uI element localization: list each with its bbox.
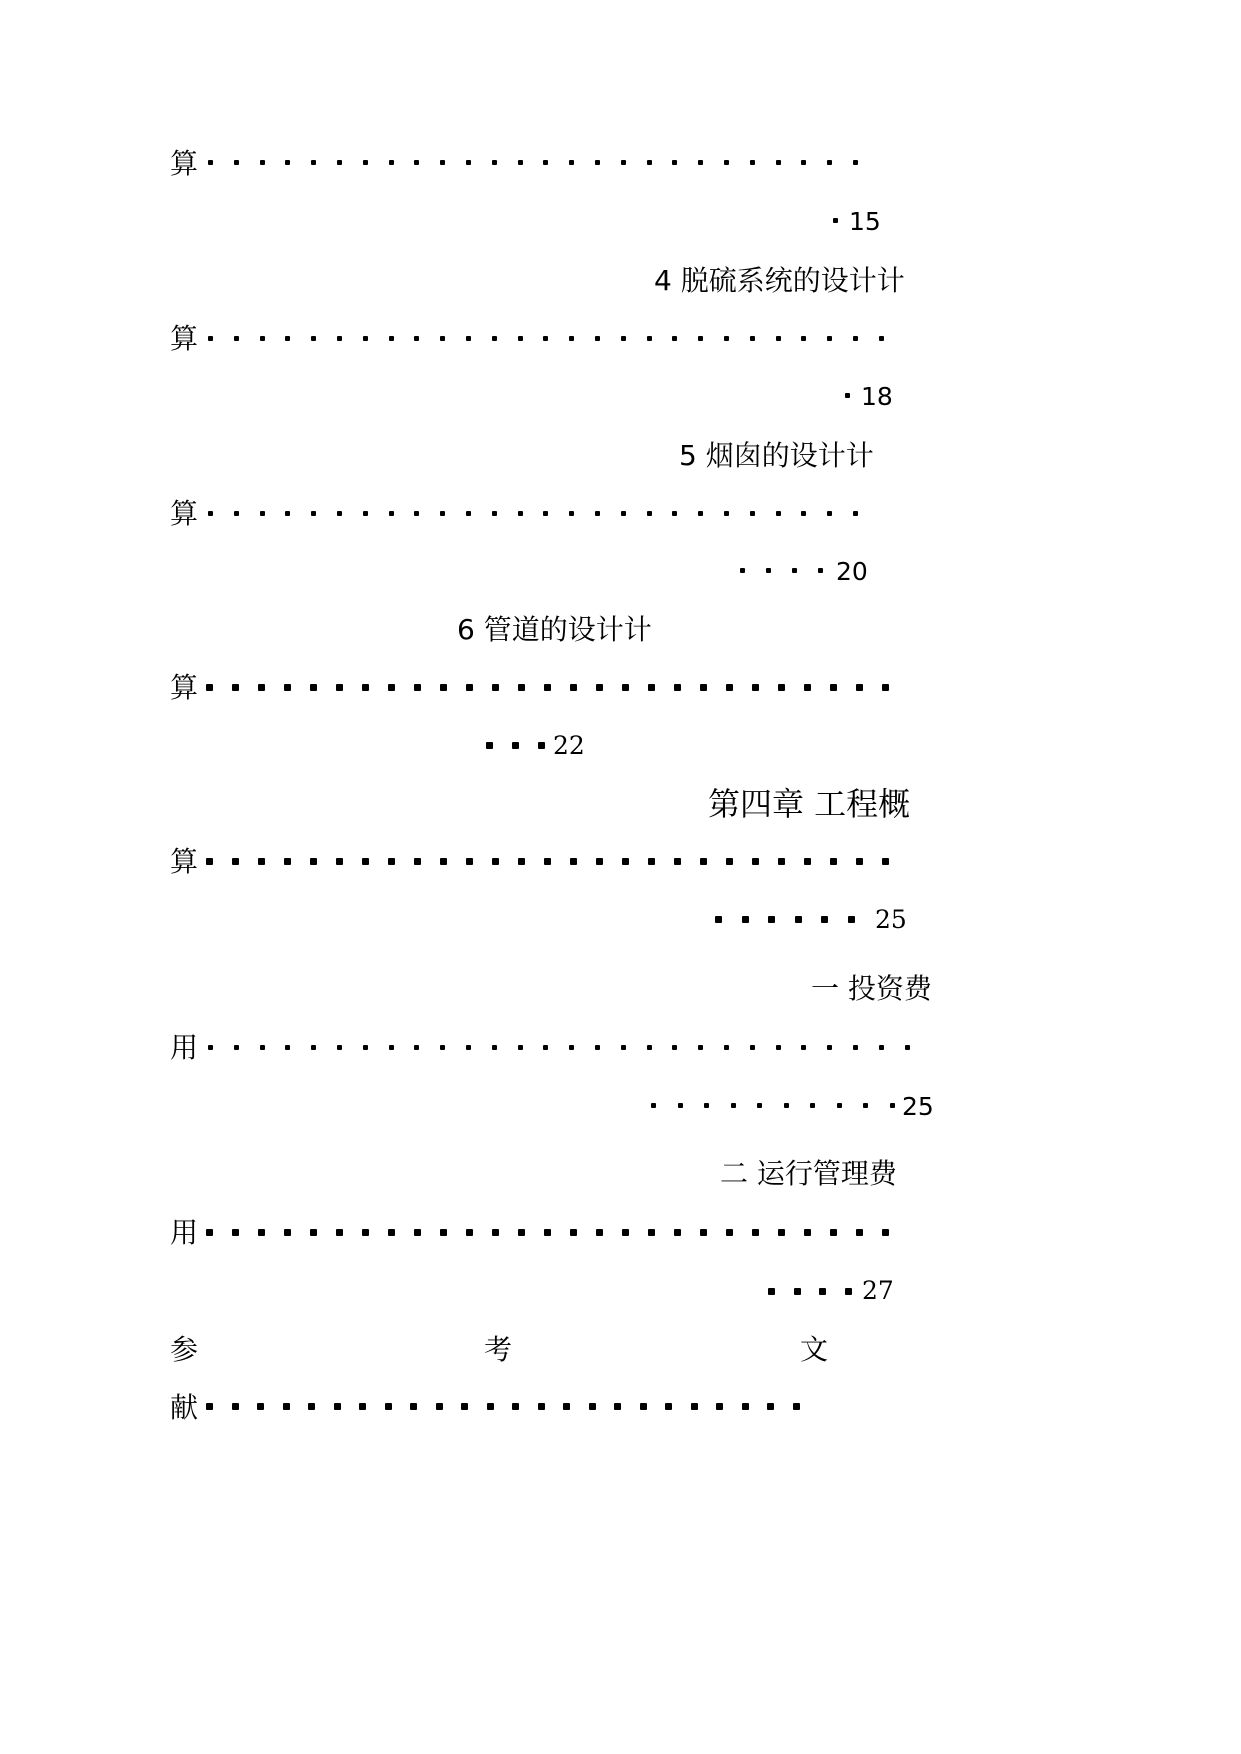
leader-dot: [698, 336, 703, 341]
leader-dot: [647, 1045, 652, 1050]
leader-dot: [614, 1403, 621, 1410]
leader-dot: [853, 160, 858, 165]
refs-char: 献: [170, 1391, 199, 1424]
toc-entry-title: 二 运行管理费: [720, 1157, 897, 1190]
leader-dot: [621, 160, 626, 165]
leader-dot: [544, 684, 551, 691]
leader-dot: [776, 1045, 781, 1050]
leader-dot: [389, 511, 394, 516]
leader-dot: [311, 336, 316, 341]
leader-dot: [715, 916, 722, 923]
leader-dot: [389, 160, 394, 165]
leader-dot: [311, 160, 316, 165]
leader-dot: [827, 160, 832, 165]
leader-dot: [700, 858, 707, 865]
leader-dot: [672, 511, 677, 516]
leader-dot: [767, 1403, 774, 1410]
leader-dot: [882, 858, 889, 865]
leader-dot: [336, 684, 343, 691]
leader-dot: [596, 1229, 603, 1236]
leader-dot: [778, 858, 785, 865]
leader-dot: [388, 684, 395, 691]
leader-dot: [260, 336, 265, 341]
leader-dot: [436, 1403, 443, 1410]
leader-dot: [257, 1403, 264, 1410]
leader-dot: [466, 684, 473, 691]
toc-entry-title: 5 烟囱的设计计: [679, 439, 874, 472]
leader-dot: [466, 1045, 471, 1050]
leader-dot: [234, 1045, 239, 1050]
leader-dot: [724, 511, 729, 516]
leader-dot: [363, 160, 368, 165]
leader-dot: [648, 858, 655, 865]
leader-dot: [752, 858, 759, 865]
leader-dot: [310, 684, 317, 691]
leader-dot: [750, 160, 755, 165]
leader-dot: [856, 858, 863, 865]
leader-dot: [284, 684, 291, 691]
leader-dot: [724, 336, 729, 341]
leader-dot: [414, 1229, 421, 1236]
leader-dot: [518, 511, 523, 516]
leader-dot: [440, 684, 447, 691]
leader-dot: [388, 1229, 395, 1236]
leader-dot: [461, 1403, 468, 1410]
leader-dot: [651, 1103, 656, 1108]
leader-dot: [863, 1103, 868, 1108]
leader-dot: [640, 1403, 647, 1410]
leader-dot: [853, 336, 858, 341]
leader-dot: [486, 742, 493, 749]
leader-dot: [337, 1045, 342, 1050]
leader-dot: [821, 916, 828, 923]
leader-dot: [260, 160, 265, 165]
leader-dot: [258, 858, 265, 865]
leader-dot: [206, 1403, 213, 1410]
leader-dot: [647, 336, 652, 341]
leader-dot: [724, 160, 729, 165]
leader-dot: [337, 511, 342, 516]
leader-dot: [544, 858, 551, 865]
leader-dot: [698, 1045, 703, 1050]
leader-dot: [208, 1045, 213, 1050]
leader-dot: [678, 1103, 683, 1108]
leader-dot: [466, 1229, 473, 1236]
leader-dot: [704, 1103, 709, 1108]
leader-dot: [905, 1045, 910, 1050]
toc-entry-label: 算: [170, 147, 199, 180]
leader-dot: [672, 1045, 677, 1050]
leader-dot: [848, 916, 855, 923]
toc-page-number: 25: [875, 905, 907, 934]
leader-dot: [234, 160, 239, 165]
leader-dot: [882, 684, 889, 691]
leader-dot: [595, 511, 600, 516]
leader-dot: [206, 1229, 213, 1236]
leader-dot: [830, 684, 837, 691]
leader-dot: [311, 511, 316, 516]
leader-dot: [589, 1403, 596, 1410]
leader-dot: [206, 858, 213, 865]
leader-dot: [440, 336, 445, 341]
leader-dot: [647, 511, 652, 516]
leader-dot: [466, 511, 471, 516]
toc-entry-label: 算: [170, 845, 199, 878]
leader-dot: [388, 858, 395, 865]
leader-dot: [726, 684, 733, 691]
leader-dot: [440, 511, 445, 516]
leader-dot: [752, 1229, 759, 1236]
leader-dot: [232, 1403, 239, 1410]
leader-dot: [801, 336, 806, 341]
leader-dot: [284, 858, 291, 865]
leader-dot: [776, 511, 781, 516]
leader-dot: [440, 1045, 445, 1050]
leader-dot: [337, 160, 342, 165]
leader-dot: [570, 858, 577, 865]
leader-dot: [750, 336, 755, 341]
leader-dot: [856, 684, 863, 691]
leader-dot: [206, 684, 213, 691]
leader-dot: [750, 511, 755, 516]
leader-dot: [543, 511, 548, 516]
refs-char: 参: [170, 1333, 199, 1366]
leader-dot: [621, 336, 626, 341]
leader-dot: [622, 858, 629, 865]
toc-page-number: 27: [862, 1276, 894, 1305]
leader-dot: [440, 858, 447, 865]
leader-dot: [466, 858, 473, 865]
leader-dot: [258, 684, 265, 691]
toc-entry-title: 6 管道的设计计: [457, 613, 652, 646]
leader-dot: [285, 1045, 290, 1050]
leader-dot: [622, 1229, 629, 1236]
leader-dot: [596, 858, 603, 865]
leader-dot: [512, 1403, 519, 1410]
toc-chapter-title: 第四章 工程概: [708, 785, 911, 823]
leader-dot: [512, 742, 519, 749]
leader-dot: [827, 511, 832, 516]
leader-dot: [440, 1229, 447, 1236]
leader-dot: [538, 742, 545, 749]
leader-dot: [283, 1403, 290, 1410]
leader-dot: [674, 858, 681, 865]
leader-dot: [234, 336, 239, 341]
leader-dot: [890, 1103, 895, 1108]
leader-dot: [648, 684, 655, 691]
leader-dot: [258, 1229, 265, 1236]
toc-page-number: 15: [849, 207, 881, 236]
toc-entry-label: 用: [170, 1216, 199, 1249]
leader-dot: [731, 1103, 736, 1108]
leader-dot: [208, 336, 213, 341]
leader-dot: [260, 511, 265, 516]
leader-dot: [492, 1045, 497, 1050]
leader-dot: [793, 1403, 800, 1410]
toc-entry-label: 算: [170, 671, 199, 704]
leader-dot: [232, 1229, 239, 1236]
leader-dot: [778, 684, 785, 691]
leader-dot: [845, 393, 850, 398]
leader-dot: [726, 1229, 733, 1236]
leader-dot: [768, 1288, 775, 1295]
leader-dot: [466, 160, 471, 165]
leader-dot: [830, 1229, 837, 1236]
leader-dot: [414, 1045, 419, 1050]
leader-dot: [362, 684, 369, 691]
leader-dot: [804, 1229, 811, 1236]
toc-entry-title: 4 脱硫系统的设计计: [654, 264, 905, 297]
leader-dot: [310, 858, 317, 865]
leader-dot: [740, 568, 745, 573]
leader-dot: [827, 1045, 832, 1050]
leader-dot: [879, 1045, 884, 1050]
toc-page-number: 18: [861, 382, 893, 411]
leader-dot: [621, 1045, 626, 1050]
leader-dot: [768, 916, 775, 923]
leader-dot: [492, 858, 499, 865]
leader-dot: [363, 511, 368, 516]
leader-dot: [232, 684, 239, 691]
leader-dot: [208, 160, 213, 165]
leader-dot: [492, 336, 497, 341]
leader-dot: [766, 568, 771, 573]
leader-dot: [518, 160, 523, 165]
leader-dot: [596, 684, 603, 691]
leader-dot: [837, 1103, 842, 1108]
leader-dot: [337, 336, 342, 341]
leader-dot: [853, 511, 858, 516]
leader-dot: [595, 160, 600, 165]
leader-dot: [691, 1403, 698, 1410]
leader-dot: [544, 1229, 551, 1236]
leader-dot: [389, 1045, 394, 1050]
leader-dot: [698, 511, 703, 516]
leader-dot: [830, 858, 837, 865]
leader-dot: [724, 1045, 729, 1050]
leader-dot: [389, 336, 394, 341]
leader-dot: [311, 1045, 316, 1050]
leader-dot: [363, 336, 368, 341]
leader-dot: [674, 684, 681, 691]
leader-dot: [492, 684, 499, 691]
toc-page-number: 22: [553, 731, 585, 760]
leader-dot: [750, 1045, 755, 1050]
leader-dot: [414, 684, 421, 691]
leader-dot: [672, 336, 677, 341]
toc-page-number: 25: [902, 1092, 934, 1121]
leader-dot: [879, 336, 884, 341]
leader-dot: [674, 1229, 681, 1236]
leader-dot: [492, 160, 497, 165]
leader-dot: [648, 1229, 655, 1236]
leader-dot: [487, 1403, 494, 1410]
leader-dot: [334, 1403, 341, 1410]
refs-char: 文: [800, 1333, 829, 1366]
leader-dot: [804, 858, 811, 865]
leader-dot: [208, 511, 213, 516]
leader-dot: [440, 160, 445, 165]
leader-dot: [414, 160, 419, 165]
leader-dot: [665, 1403, 672, 1410]
leader-dot: [260, 1045, 265, 1050]
leader-dot: [801, 160, 806, 165]
refs-char: 考: [484, 1333, 513, 1366]
leader-dot: [794, 1288, 801, 1295]
leader-dot: [882, 1229, 889, 1236]
leader-dot: [833, 218, 838, 223]
leader-dot: [819, 1288, 826, 1295]
toc-entry-title: 一 投资费: [811, 972, 932, 1005]
leader-dot: [234, 511, 239, 516]
leader-dot: [595, 336, 600, 341]
leader-dot: [518, 858, 525, 865]
leader-dot: [518, 684, 525, 691]
leader-dot: [776, 160, 781, 165]
leader-dot: [801, 511, 806, 516]
leader-dot: [818, 568, 823, 573]
leader-dot: [336, 858, 343, 865]
leader-dot: [543, 160, 548, 165]
leader-dot: [795, 916, 802, 923]
leader-dot: [853, 1045, 858, 1050]
leader-dot: [804, 684, 811, 691]
leader-dot: [621, 511, 626, 516]
leader-dot: [570, 684, 577, 691]
leader-dot: [414, 511, 419, 516]
leader-dot: [285, 511, 290, 516]
leader-dot: [492, 1229, 499, 1236]
leader-dot: [742, 1403, 749, 1410]
leader-dot: [362, 1229, 369, 1236]
leader-dot: [569, 336, 574, 341]
leader-dot: [792, 568, 797, 573]
leader-dot: [647, 160, 652, 165]
leader-dot: [543, 1045, 548, 1050]
leader-dot: [359, 1403, 366, 1410]
leader-dot: [700, 1229, 707, 1236]
leader-dot: [752, 684, 759, 691]
leader-dot: [700, 684, 707, 691]
leader-dot: [776, 336, 781, 341]
leader-dot: [801, 1045, 806, 1050]
leader-dot: [492, 511, 497, 516]
leader-dot: [563, 1403, 570, 1410]
leader-dot: [414, 858, 421, 865]
leader-dot: [284, 1229, 291, 1236]
leader-dot: [569, 511, 574, 516]
leader-dot: [570, 1229, 577, 1236]
leader-dot: [810, 1103, 815, 1108]
leader-dot: [308, 1403, 315, 1410]
leader-dot: [232, 858, 239, 865]
leader-dot: [672, 160, 677, 165]
leader-dot: [285, 336, 290, 341]
toc-entry-label: 算: [170, 497, 199, 530]
leader-dot: [285, 160, 290, 165]
leader-dot: [336, 1229, 343, 1236]
leader-dot: [569, 160, 574, 165]
leader-dot: [466, 336, 471, 341]
leader-dot: [742, 916, 749, 923]
leader-dot: [845, 1288, 852, 1295]
toc-entry-label: 算: [170, 322, 199, 355]
leader-dot: [414, 336, 419, 341]
leader-dot: [538, 1403, 545, 1410]
leader-dot: [362, 858, 369, 865]
leader-dot: [778, 1229, 785, 1236]
leader-dot: [595, 1045, 600, 1050]
leader-dot: [856, 1229, 863, 1236]
leader-dot: [698, 160, 703, 165]
leader-dot: [569, 1045, 574, 1050]
toc-entry-label: 用: [170, 1031, 199, 1064]
leader-dot: [518, 336, 523, 341]
leader-dot: [518, 1045, 523, 1050]
leader-dot: [543, 336, 548, 341]
leader-dot: [827, 336, 832, 341]
toc-page-number: 20: [836, 557, 868, 586]
leader-dot: [757, 1103, 762, 1108]
leader-dot: [622, 684, 629, 691]
leader-dot: [410, 1403, 417, 1410]
leader-dot: [385, 1403, 392, 1410]
leader-dot: [518, 1229, 525, 1236]
leader-dot: [310, 1229, 317, 1236]
leader-dot: [784, 1103, 789, 1108]
leader-dot: [363, 1045, 368, 1050]
leader-dot: [716, 1403, 723, 1410]
leader-dot: [726, 858, 733, 865]
